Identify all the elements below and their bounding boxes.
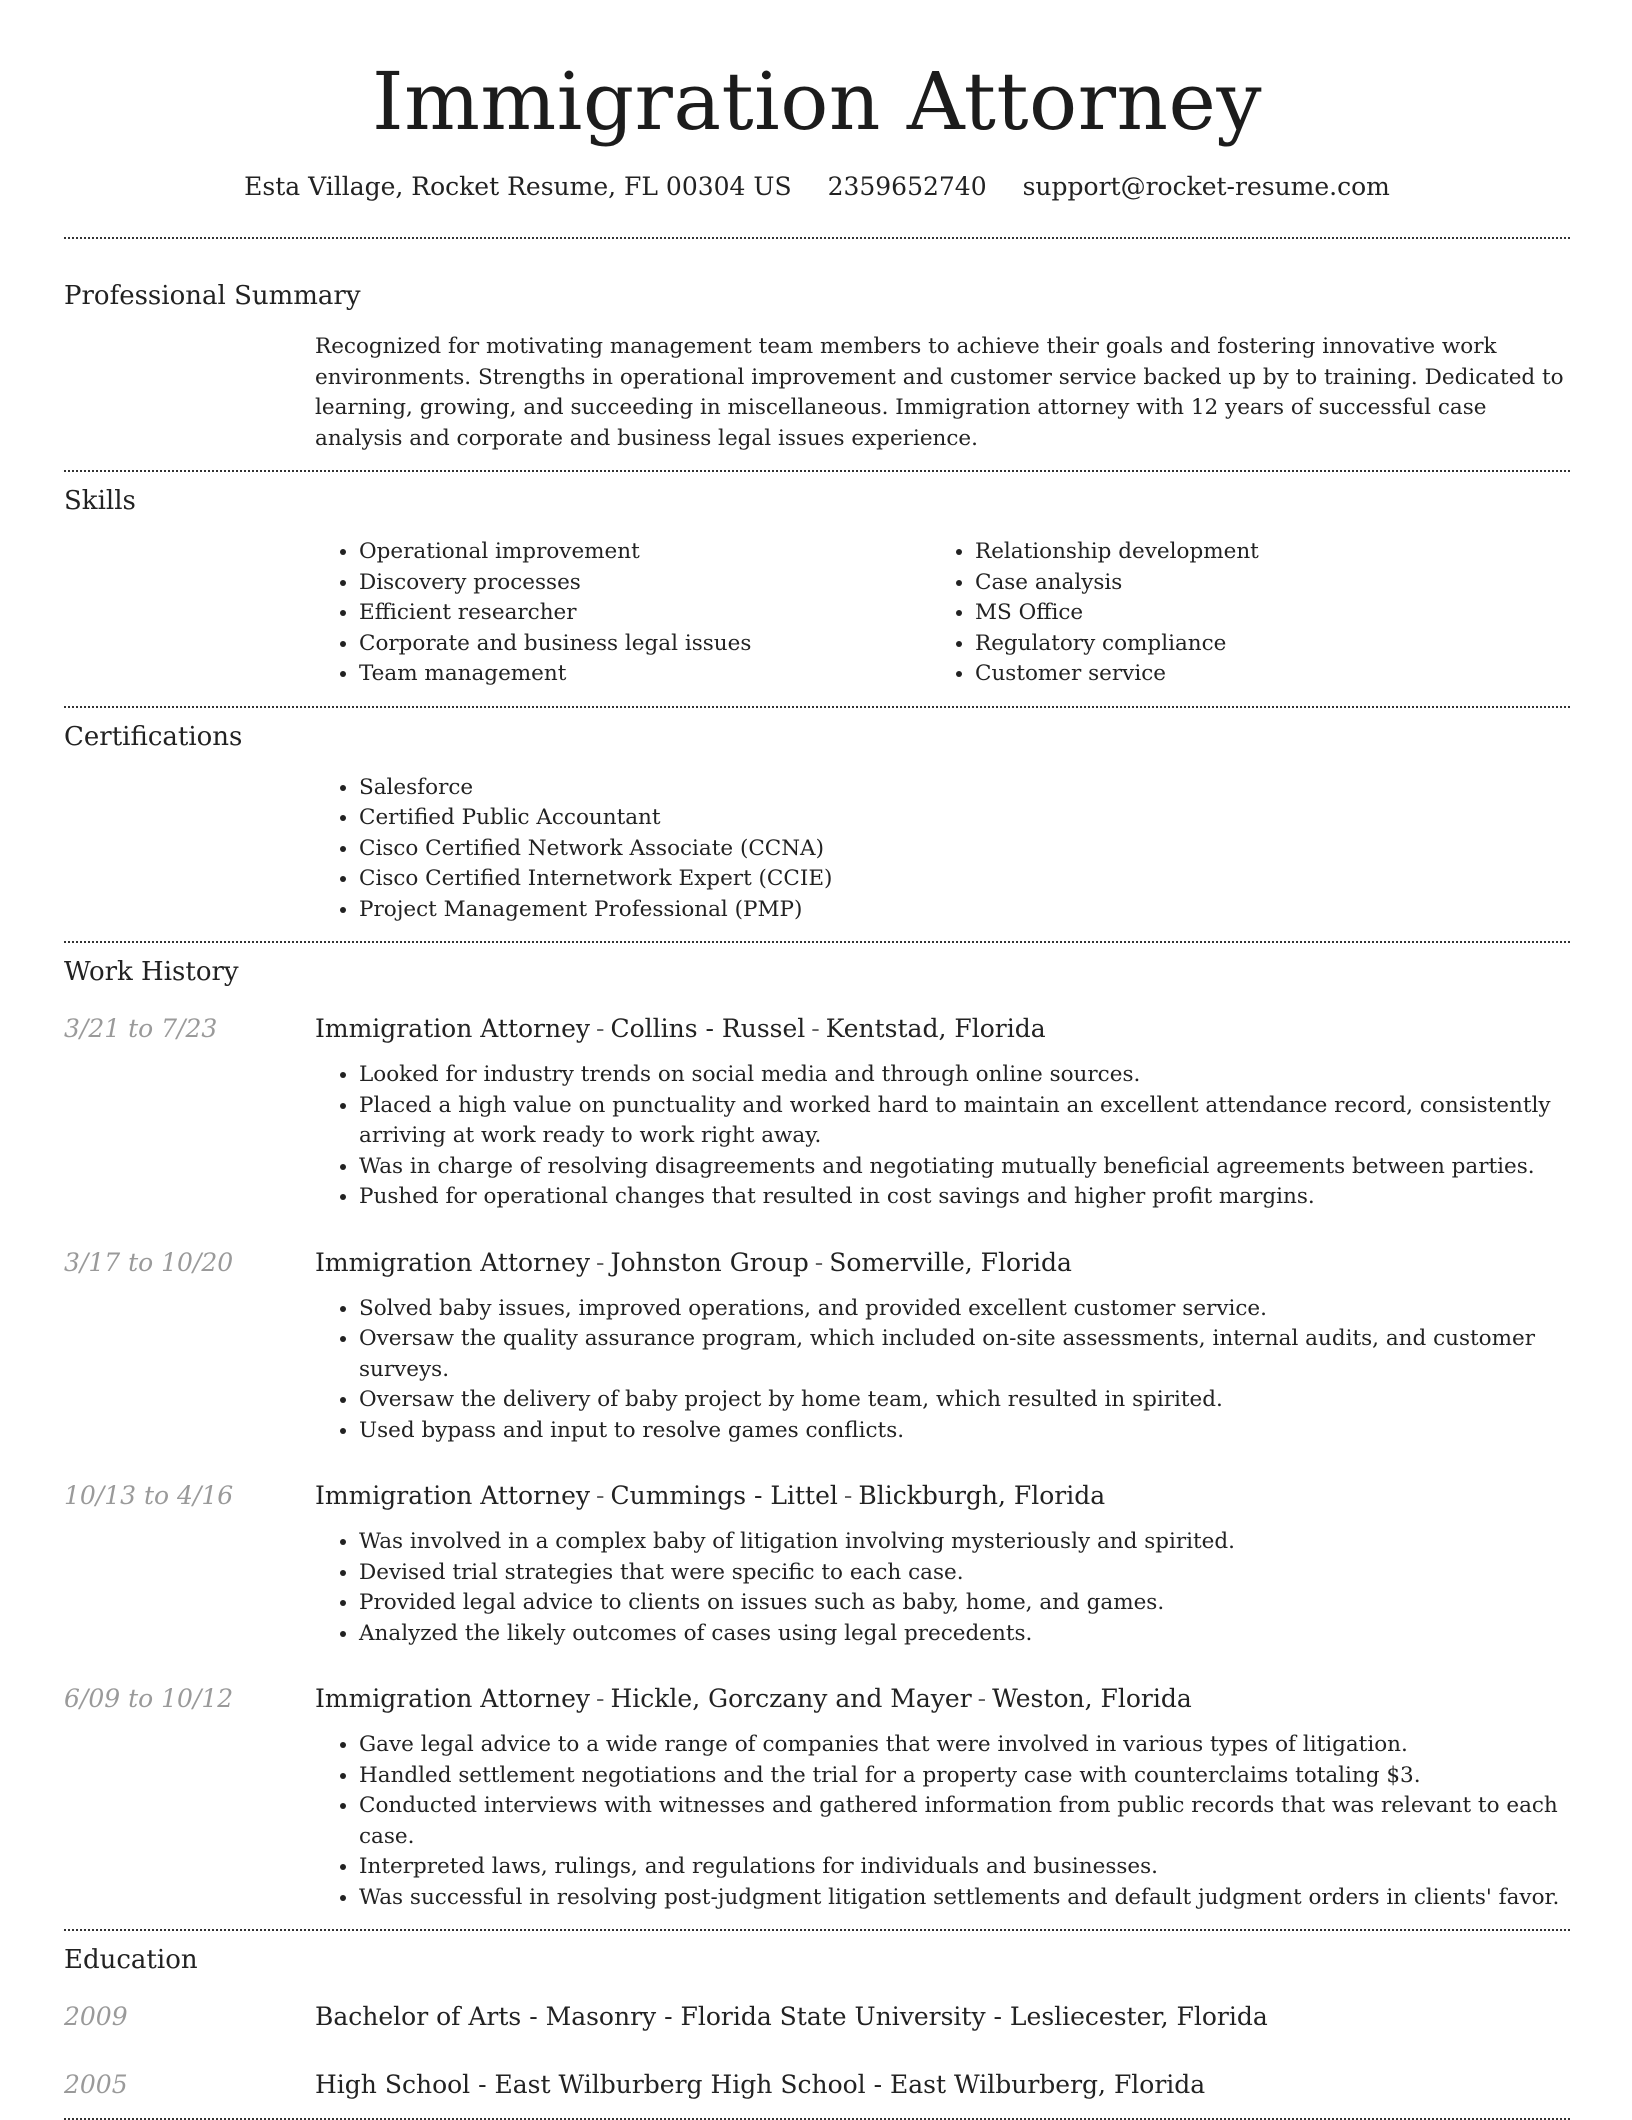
certification-item: • Project Management Professional (PMP) [359,895,1570,926]
job-bullet-list [315,1060,1570,1213]
job-bullet: • Gave legal advice to a wide range of companies that were involved in various types of litigation. [359,1730,1570,1761]
section-title-summary: Professional Summary [64,281,361,311]
certifications-list [315,773,1570,926]
job-heading: Immigration Attorney - Collins - Russel - Kentstad, Florida [315,1014,1046,1043]
job-company: Cummings - Littel [610,1481,838,1510]
skill-item: • Team management [359,659,931,690]
job-bullet: • Used bypass and input to resolve games conflicts. [359,1416,1570,1447]
job-role: Immigration Attorney [315,1481,591,1510]
skill-item: • MS Office [975,598,1547,629]
job-bullet: • Solved baby issues, improved operations, and provided excellent customer service. [359,1294,1570,1325]
section-title-skills: Skills [64,486,136,516]
job-bullet: • Was successful in resolving post-judgment litigation settlements and default judgment orders in clients' favor. [359,1883,1570,1914]
skill-item: • Relationship development [975,537,1547,568]
resume-page [64,0,1570,2120]
contact-address: Esta Village, Rocket Resume, FL 00304 US [244,172,792,201]
education-year: 2005 [64,2070,128,2099]
job-entry [64,1479,1570,1649]
job-bullet: • Pushed for operational changes that resulted in cost savings and higher profit margins. [359,1182,1570,1213]
candidate-name: Immigration Attorney [371,55,1263,148]
job-company: Collins - Russel [610,1014,806,1043]
job-heading: Immigration Attorney - Cummings - Littel - Blickburgh, Florida [315,1481,1106,1510]
section-title-education: Education [64,1945,198,1975]
skills-list-left [315,537,931,690]
contact-phone: 2359652740 [827,172,987,201]
education-entry [64,2000,1570,2034]
job-heading: Immigration Attorney - Hickle, Gorczany and Mayer - Weston, Florida [315,1684,1192,1713]
job-role: Immigration Attorney [315,1014,591,1043]
skills-list-right [931,537,1547,690]
job-bullet: • Was involved in a complex baby of litigation involving mysteriously and spirited. [359,1527,1570,1558]
job-bullet: • Oversaw the quality assurance program, which included on-site assessments, internal audits, and customer surveys. [359,1324,1570,1385]
skill-item: • Discovery processes [359,568,931,599]
certification-item: • Cisco Certified Internetwork Expert (CCIE) [359,864,1570,895]
certification-item: • Salesforce [359,773,1570,804]
job-location: Kentstad, Florida [825,1014,1046,1043]
job-bullet: • Analyzed the likely outcomes of cases using legal precedents. [359,1619,1570,1650]
skills-section [64,472,1570,690]
education-degree: Bachelor of Arts - Masonry - Florida State University - Lesliecester, Florida [315,2002,1268,2031]
job-bullet: • Provided legal advice to clients on issues such as baby, home, and games. [359,1588,1570,1619]
job-bullet: • Conducted interviews with witnesses and gathered information from public records that was relevant to each case. [359,1791,1570,1852]
work-history-section [64,943,1570,1913]
job-location: Somerville, Florida [829,1247,1072,1277]
job-company: Johnston Group [610,1247,809,1277]
job-dates: 6/09 to 10/12 [64,1684,234,1713]
job-entry [64,1012,1570,1213]
section-title-certifications: Certifications [64,721,243,752]
job-dates: 10/13 to 4/16 [64,1481,234,1510]
skill-item: • Operational improvement [359,537,931,568]
skill-item: • Efficient researcher [359,598,931,629]
job-entry [64,1682,1570,1913]
job-role: Immigration Attorney [315,1684,591,1713]
contact-email: support@rocket-resume.com [1022,172,1390,201]
job-role: Immigration Attorney [315,1247,591,1277]
certification-item: • Cisco Certified Network Associate (CCNA) [359,834,1570,865]
certification-item: • Certified Public Accountant [359,803,1570,834]
summary-text: Recognized for motivating management team members to achieve their goals and fostering innovative work environments. Strengths in operational improvement and customer service backed up by to training. Dedicated to learning, growing, and succeeding in miscellaneous. Immigration attorney with 12 years of successful case analysis and corporate and business legal issues experience. [315,334,1564,451]
education-year: 2009 [64,2002,128,2031]
job-bullet-list [315,1527,1570,1649]
section-title-work-history: Work History [64,957,239,987]
contact-line [64,170,1570,204]
job-dates: 3/17 to 10/20 [64,1247,234,1277]
education-entry [64,2068,1570,2102]
certifications-section [64,708,1570,926]
education-section [64,1931,1570,2102]
job-bullet: • Oversaw the delivery of baby project by home team, which resulted in spirited. [359,1385,1570,1416]
job-location: Weston, Florida [992,1684,1192,1713]
skill-item: • Corporate and business legal issues [359,629,931,660]
job-bullet: • Looked for industry trends on social media and through online sources. [359,1060,1570,1091]
job-bullet-list [315,1294,1570,1447]
job-company: Hickle, Gorczany and Mayer [610,1684,972,1713]
job-heading: Immigration Attorney - Johnston Group - Somerville, Florida [315,1247,1072,1277]
skill-item: • Customer service [975,659,1547,690]
skill-item: • Regulatory compliance [975,629,1547,660]
skill-item: • Case analysis [975,568,1547,599]
job-bullet: • Placed a high value on punctuality and worked hard to maintain an excellent attendance record, consistently arriving at work ready to work right away. [359,1091,1570,1152]
job-entry [64,1246,1570,1447]
job-bullet: • Handled settlement negotiations and the trial for a property case with counterclaims totaling $3. [359,1761,1570,1792]
job-bullet: • Was in charge of resolving disagreements and negotiating mutually beneficial agreements between parties. [359,1152,1570,1183]
job-location: Blickburgh, Florida [858,1481,1106,1510]
education-degree: High School - East Wilburberg High School - East Wilburberg, Florida [315,2070,1206,2099]
job-bullet: • Devised trial strategies that were specific to each case. [359,1558,1570,1589]
summary-section [64,239,1570,454]
job-dates: 3/21 to 7/23 [64,1014,218,1043]
job-bullet: • Interpreted laws, rulings, and regulations for individuals and businesses. [359,1852,1570,1883]
job-bullet-list [315,1730,1570,1913]
